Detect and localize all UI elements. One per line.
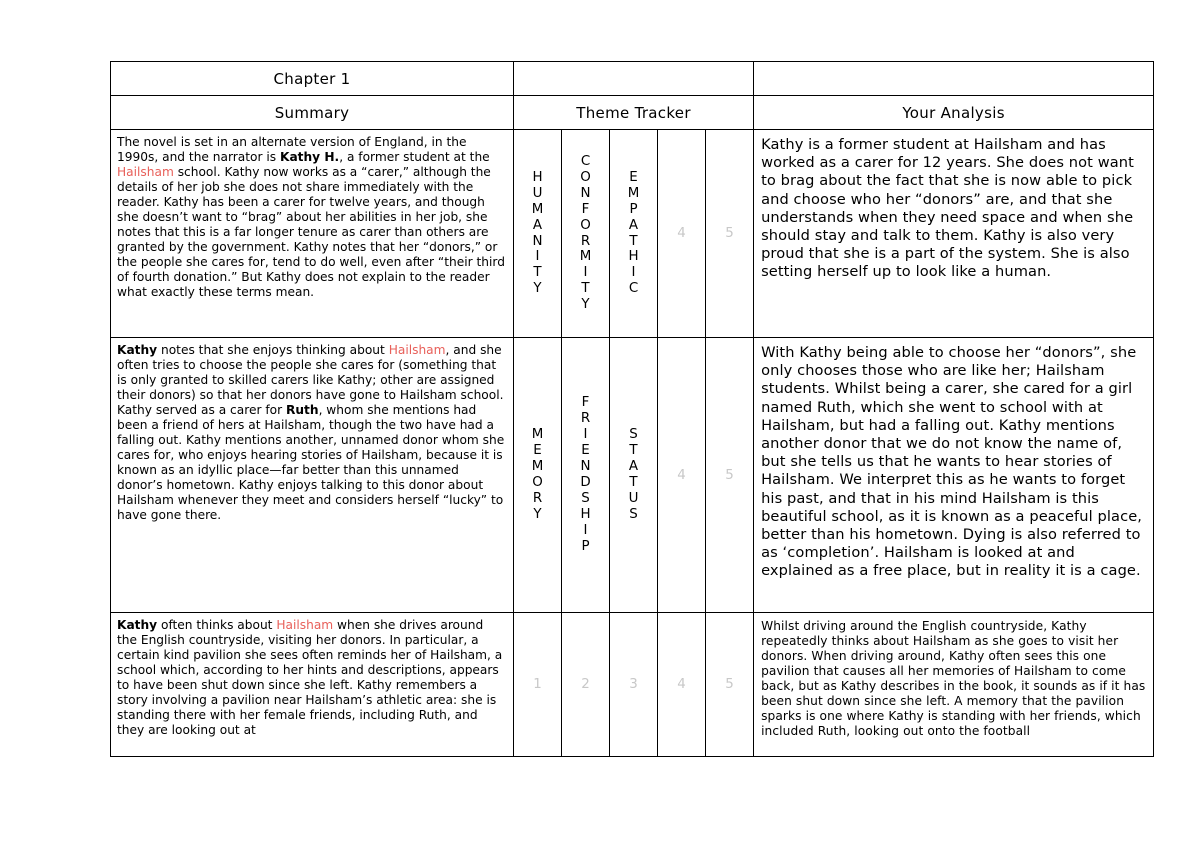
summary-cell: Kathy often thinks about Hailsham when she drives around the English countryside, visiting her donors. In particular, a certain kind pavilion she sees often reminds her of Hailsham, a school which, according to her hints and descriptions, appears to have been shut down since she left. Kathy remembers a story involving a pavilion near Hailsham’s athletic area: she is standing there with her female friends, including Ruth, and they are looking out at: [111, 613, 514, 757]
theme-letter: E: [533, 443, 542, 459]
empty-header-cell: [514, 62, 754, 96]
theme-slot-5: 5: [706, 338, 754, 613]
theme-letter: Y: [533, 281, 542, 297]
theme-letter: U: [532, 185, 543, 201]
theme-letter: I: [583, 522, 588, 538]
theme-letter: P: [629, 201, 638, 217]
theme-letter: A: [628, 217, 639, 233]
theme-letter: D: [580, 475, 591, 490]
empty-header-cell: [754, 62, 1154, 96]
theme-conformity: [562, 130, 610, 338]
theme-slot-4: 4: [658, 338, 706, 613]
theme-letter: I: [583, 427, 588, 443]
theme-memory: [514, 338, 562, 613]
theme-slot-3: 3: [610, 613, 658, 757]
theme-slot-4: 4: [658, 613, 706, 757]
theme-letter: F: [581, 201, 590, 217]
theme-letter: H: [628, 249, 639, 265]
summary-cell: Kathy notes that she enjoys thinking about Hailsham, and she often tries to choose the people she cares for (something that is only granted to skilled carers like Kathy; other are assigned their donors) so that her donors have gone to Hailsham school. Kathy served as a carer for Ruth, whom she mentions had been a friend of hers at Hailsham, though the two have had a falling out. Kathy mentions another, unnamed donor whom she cares for, who enjoys hearing stories of Hailsham, because it is known as an idyllic place—far better than this unnamed donor’s hometown. Kathy enjoys talking to this donor about Hailsham whenever they meet and considers herself “lucky” to have gone there.: [111, 338, 514, 613]
theme-letter: N: [580, 185, 591, 201]
theme-letter: T: [629, 233, 638, 249]
theme-letter: H: [532, 169, 543, 185]
theme-letter: S: [629, 506, 638, 522]
theme-letter: Y: [581, 297, 590, 313]
theme-letter: T: [581, 281, 590, 297]
theme-letter: H: [580, 506, 591, 522]
theme-letter: P: [581, 538, 590, 554]
theme-tracker-header: Theme Tracker: [514, 96, 754, 130]
theme-letter: S: [629, 427, 638, 443]
theme-letter: R: [580, 411, 591, 427]
theme-letter: M: [531, 459, 544, 475]
theme-slot-1: 1: [514, 613, 562, 757]
chapter-table: [110, 61, 1154, 757]
theme-letter: U: [628, 490, 639, 506]
summary-header: Summary: [111, 96, 514, 130]
theme-slot-5: 5: [706, 130, 754, 338]
theme-letter: O: [532, 475, 543, 490]
theme-letter: M: [531, 427, 544, 443]
theme-letter: C: [628, 281, 639, 297]
theme-letter: C: [580, 153, 591, 169]
theme-slot-4: 4: [658, 130, 706, 338]
theme-letter: I: [583, 265, 588, 281]
analysis-cell: With Kathy being able to choose her “donors”, she only chooses those who are like her; Hailsham students. Whilst being a carer, she cared for a girl named Ruth, which she went to school with at Hailsham, but had a falling out. Kathy mentions another donor that we do not know the name of, but she tells us that he wants to hear stories of Hailsham. We interpret this as he wants to forget his past, and that in his mind Hailsham is this beautiful school, as it is known as a peaceful place, better than his hometown. Dying is also referred to as ‘completion’. Hailsham is looked at and explained as a free place, but in reality it is a cage.: [754, 338, 1154, 613]
theme-humanity: [514, 130, 562, 338]
theme-letter: I: [535, 249, 540, 265]
theme-empathic: [610, 130, 658, 338]
theme-letter: S: [581, 490, 590, 506]
theme-letter: T: [533, 265, 542, 281]
theme-letter: A: [628, 459, 639, 475]
theme-letter: I: [631, 265, 636, 281]
theme-letter: M: [579, 249, 592, 265]
analysis-cell: Kathy is a former student at Hailsham and has worked as a carer for 12 years. She does not want to brag about the fact that she is now able to pick and choose who her “donors” are, and that she understands when they need space and when she should stay and talk to them. Kathy is also very proud that she is a part of the system. She is also setting herself up to look like a human.: [754, 130, 1154, 338]
theme-letter: R: [532, 490, 543, 506]
theme-letter: Y: [533, 506, 542, 522]
table-row: [111, 338, 1154, 613]
theme-letter: M: [531, 201, 544, 217]
theme-slot-2: 2: [562, 613, 610, 757]
theme-letter: T: [629, 443, 638, 459]
summary-cell: The novel is set in an alternate version of England, in the 1990s, and the narrator is Kathy H., a former student at the Hailsham school. Kathy now works as a “carer,” although the details of her job she does not share immediately with the reader. Kathy has been a carer for twelve years, and though she doesn’t want to “brag” about her abilities in her job, she notes that this is a far longer tenure as carer than others are granted by the government. Kathy notes that her “donors,” or the people she cares for, tend to do well, even after “their third of fourth donation.” But Kathy does not explain to the reader what exactly these terms mean.: [111, 130, 514, 338]
analysis-cell: Whilst driving around the English countryside, Kathy repeatedly thinks about Hailsham as she goes to visit her donors. When driving around, Kathy often sees this one pavilion that causes all her memories of Hailsham to come back, but as Kathy describes in the book, it sounds as if it has been shut down since she left. A memory that the pavilion sparks is one where Kathy is standing with her friends, which included Ruth, looking out onto the football: [754, 613, 1154, 757]
theme-letter: O: [580, 217, 591, 233]
theme-letter: M: [627, 185, 640, 201]
table-row: [111, 613, 1154, 757]
theme-letter: N: [580, 459, 591, 475]
theme-letter: T: [629, 475, 638, 490]
chapter-title: Chapter 1: [111, 62, 514, 96]
theme-friendship: [562, 338, 610, 613]
theme-status: [610, 338, 658, 613]
analysis-header: Your Analysis: [754, 96, 1154, 130]
theme-slot-5: 5: [706, 613, 754, 757]
theme-letter: E: [629, 169, 638, 185]
theme-letter: F: [581, 395, 590, 411]
theme-letter: O: [580, 169, 591, 185]
theme-letter: R: [580, 233, 591, 249]
table-row: [111, 130, 1154, 338]
theme-letter: A: [532, 217, 543, 233]
theme-letter: N: [532, 233, 543, 249]
theme-letter: E: [581, 443, 590, 459]
